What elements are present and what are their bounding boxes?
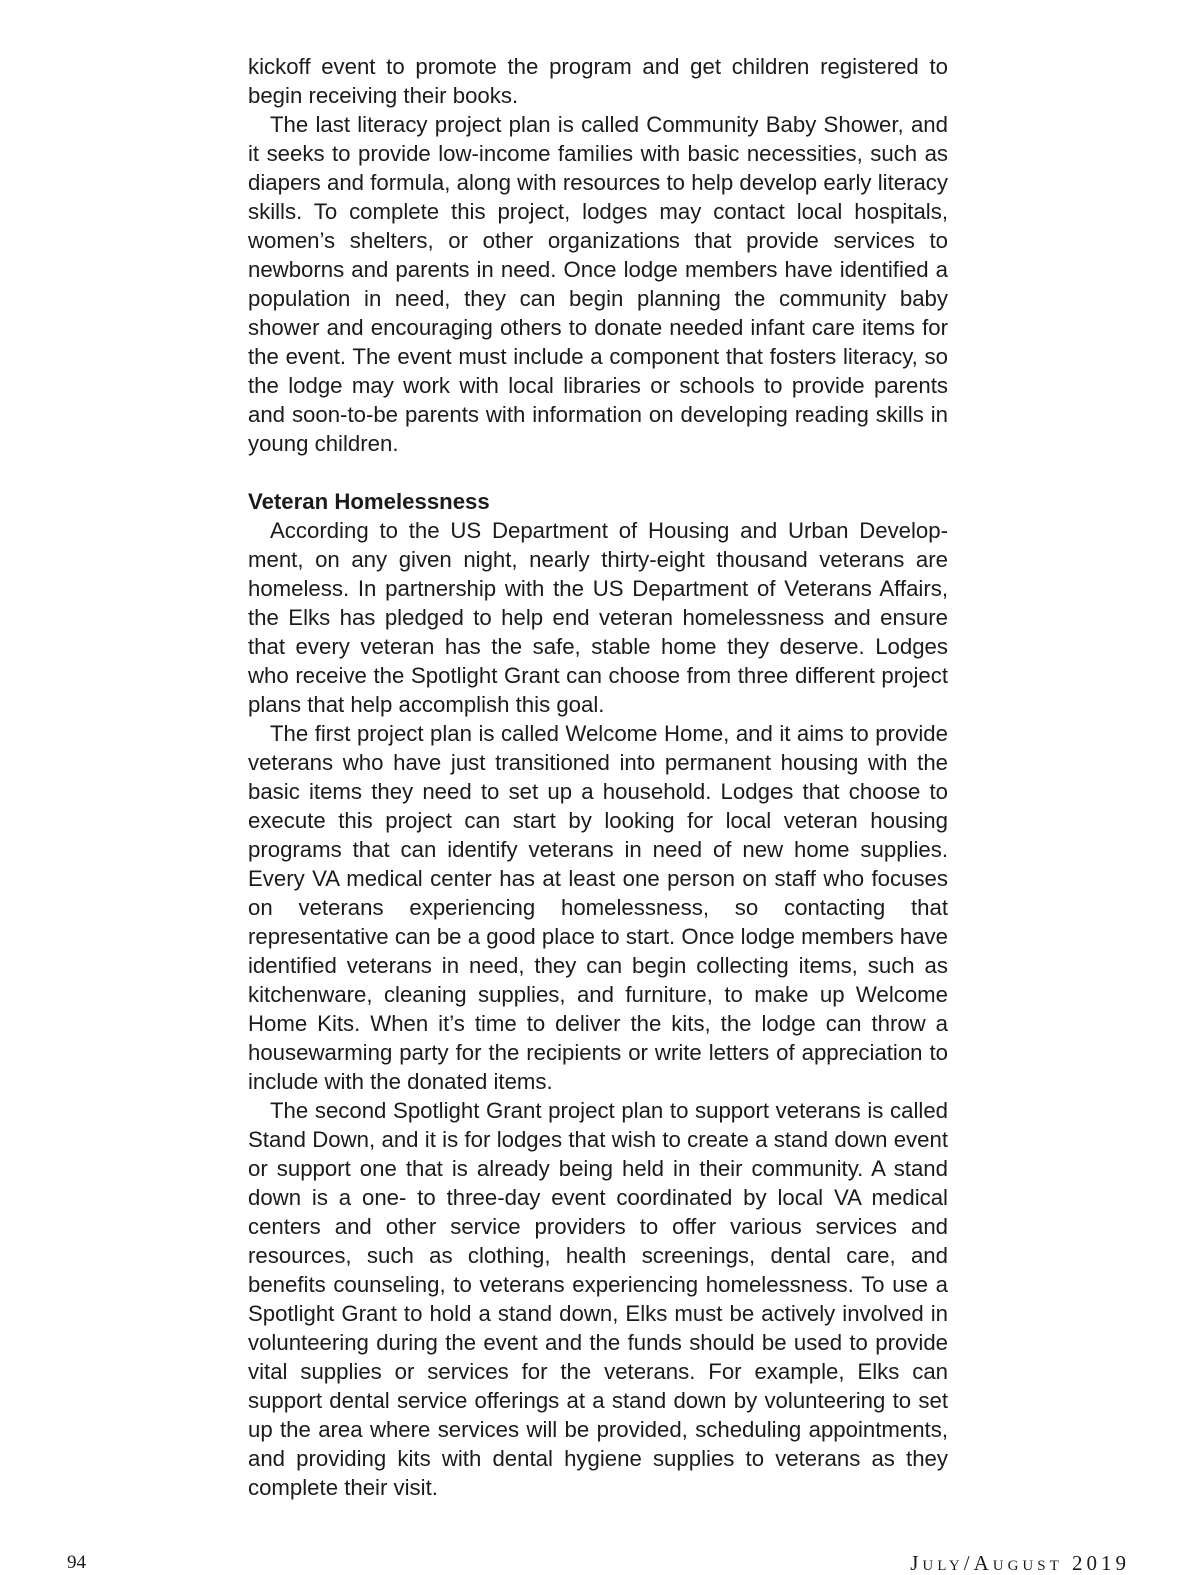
- section-heading-veteran-homelessness: Veteran Homelessness: [248, 489, 490, 514]
- page-number: 94: [67, 1552, 86, 1573]
- paragraph-welcome-home: The first project plan is called Welcome Home, and it aims to provide veterans who have just transitioned into permanent housing with the basic items they need to set up a household. Lodges that choose to execute this project can start by looking for local veteran housing programs that can identify veterans in need of new home supplies. Every VA medical center has at least one person on staff who focuses on veterans experiencing homelessness, so contacting that representative can be a good place to start. Once lodge members have identified veterans in need, they can begin collecting items, such as kitchenware, cleaning supplies, and furniture, to make up Welcome Home Kits. When it’s time to deliver the kits, the lodge can throw a housewarming party for the recipients or write letters of appreciation to include with the donated items.: [248, 721, 948, 1094]
- issue-date: July/August 2019: [910, 1551, 1130, 1575]
- paragraph-community-baby-shower: The last literacy project plan is called Community Baby Shower, and it seeks to provide low-income families with basic necessities, such as diapers and formula, along with resources to help develop early literacy skills. To complete this project, lodges may contact local hospitals, women’s shelters, or other organizations that provide services to newborns and parents in need. Once lodge members have identified a population in need, they can begin planning the community baby shower and encouraging others to donate needed infant care items for the event. The event must include a component that fosters literacy, so the lodge may work with local libraries or schools to provide parents and soon-to-be parents with information on developing reading skills in young children.: [248, 112, 948, 456]
- text-column: [248, 52, 948, 1502]
- paragraph-veteran-intro: According to the US Department of Housing and Urban Development, on any given night, nearly thirty-eight thousand veterans are homeless. In partnership with the US Department of Veterans Affairs, the Elks has pledged to help end veteran homelessness and ensure that every veteran has the safe, stable home they deserve. Lodges who receive the Spotlight Grant can choose from three different project plans that help accomplish this goal.: [248, 518, 948, 717]
- paragraph-stand-down: The second Spotlight Grant project plan to support veterans is called Stand Down, and it is for lodges that wish to create a stand down event or support one that is already being held in their community. A stand down is a one- to three-day event coordinated by local VA medical centers and other service providers to offer various services and resources, such as clothing, health screenings, dental care, and benefits counseling, to veterans experiencing homelessness. To use a Spotlight Grant to hold a stand down, Elks must be actively involved in volunteering during the event and the funds should be used to provide vital supplies or services for the veterans. For example, Elks can support dental service offerings at a stand down by volunteering to set up the area where services will be provided, scheduling appointments, and providing kits with dental hygiene supplies to veterans as they complete their visit.: [248, 1098, 948, 1500]
- paragraph-continued: kickoff event to promote the program and get children registered to begin receiving their books.: [248, 54, 948, 108]
